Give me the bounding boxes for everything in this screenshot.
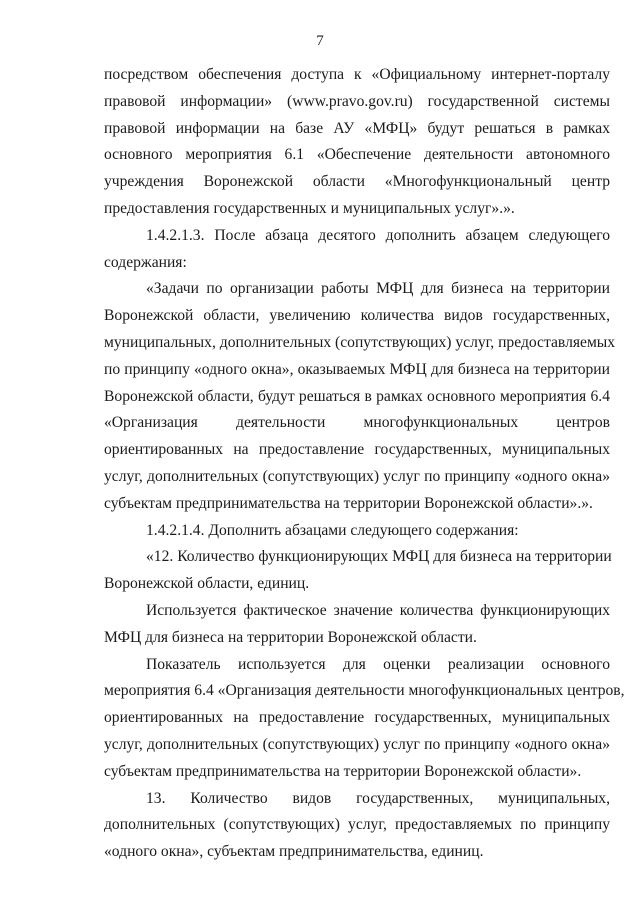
text-line: Используется фактическое значение количества функционирующих <box>146 601 610 619</box>
text-line: услуг, дополнительных (сопутствующих) услуг по принципу «одного окна» <box>104 735 610 753</box>
text-line: субъектам предпринимательства на территории Воронежской области».». <box>104 494 593 512</box>
text-line: правовой информации на базе АУ «МФЦ» будут решаться в рамках <box>104 119 610 137</box>
text-line: Показатель используется для оценки реализации основного <box>146 655 610 673</box>
paragraph <box>104 786 610 866</box>
text-line: Воронежской области, единиц. <box>104 575 310 593</box>
text-line: 13. Количество видов государственных, муниципальных, <box>146 789 610 807</box>
text-line: Воронежской области, увеличению количества видов государственных, <box>104 307 610 325</box>
text-line: дополнительных (сопутствующих) услуг, предоставляемых по принципу <box>104 816 610 834</box>
text-line: посредством обеспечения доступа к «Официальному интернет-порталу <box>104 66 610 83</box>
text-line: ориентированных на предоставление государственных, муниципальных <box>104 709 610 727</box>
text-line: правовой информации» (www.pravo.gov.ru) государственной системы <box>104 92 610 110</box>
paragraph <box>104 598 610 652</box>
text-line: мероприятия 6.4 «Организация деятельности многофункциональных центров, <box>104 682 625 700</box>
text-line: основного мероприятия 6.1 «Обеспечение деятельности автономного <box>104 146 610 164</box>
text-line: учреждения Воронежской области «Многофункциональный центр <box>104 173 610 191</box>
document-body <box>104 62 625 866</box>
text-line: «Задачи по организации работы МФЦ для бизнеса на территории <box>146 280 610 298</box>
page-number: 7 <box>316 33 324 49</box>
paragraph <box>104 518 610 545</box>
paragraph <box>104 652 625 786</box>
paragraph <box>104 62 610 223</box>
text-line: субъектам предпринимательства на территории Воронежской области». <box>104 762 582 780</box>
text-line: 1.4.2.1.4. Дополнить абзацами следующего содержания: <box>146 521 519 539</box>
text-line: «одного окна», субъектам предпринимательства, единиц. <box>104 843 484 861</box>
paragraph <box>104 223 610 277</box>
text-line: «12. Количество функционирующих МФЦ для бизнеса на территории <box>146 548 612 566</box>
text-line: «Организация деятельности многофункциональных центров <box>104 414 610 432</box>
paragraph <box>104 544 610 598</box>
text-line: муниципальных, дополнительных (сопутствующих) услуг, предоставляемых <box>104 333 616 351</box>
text-line: по принципу «одного окна», оказываемых МФЦ для бизнеса на территории <box>104 360 610 378</box>
text-line: ориентированных на предоставление государственных, муниципальных <box>104 441 610 459</box>
paragraph <box>104 276 616 517</box>
text-line: содержания: <box>104 253 187 271</box>
text-line: услуг, дополнительных (сопутствующих) услуг по принципу «одного окна» <box>104 467 610 485</box>
text-line: 1.4.2.1.3. После абзаца десятого дополнить абзацем следующего <box>146 226 610 244</box>
text-line: Воронежской области, будут решаться в рамках основного мероприятия 6.4 <box>104 387 610 405</box>
text-line: МФЦ для бизнеса на территории Воронежской области. <box>104 628 477 646</box>
text-line: предоставления государственных и муниципальных услуг».». <box>104 199 515 217</box>
